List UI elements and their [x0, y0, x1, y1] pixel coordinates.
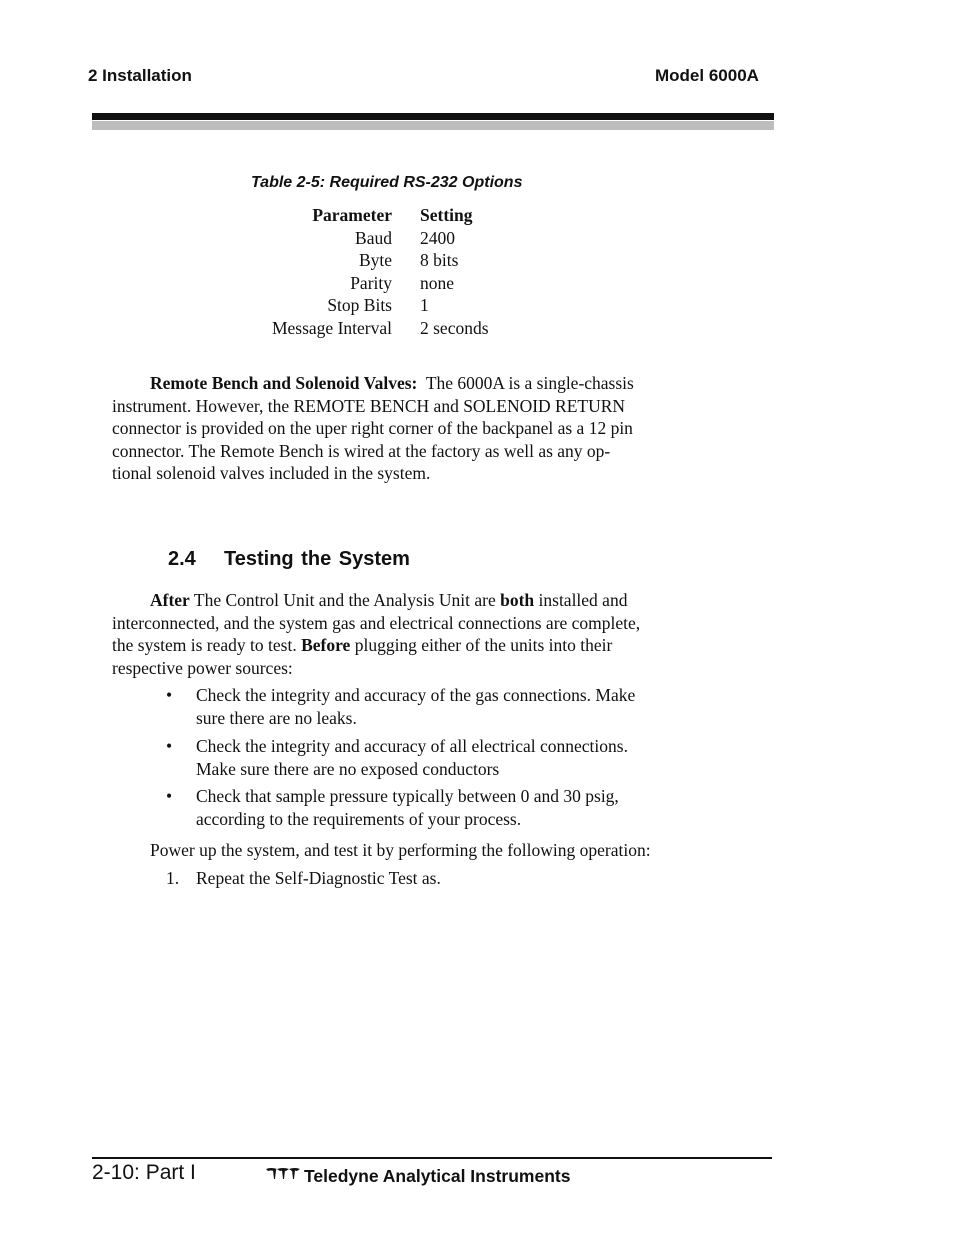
rs232-options-table	[258, 204, 540, 339]
paragraph-line: connector. The Remote Bench is wired at the factory as well as any op-	[112, 440, 611, 461]
table-cell-parameter: Byte	[358, 250, 392, 270]
table-header-parameter: Parameter	[312, 205, 392, 225]
table-cell-parameter: Message Interval	[271, 317, 392, 338]
table-row	[258, 317, 540, 340]
step-number: 1.	[166, 868, 180, 888]
remote-bench-lead: Remote Bench and Solenoid Valves:	[150, 373, 418, 393]
table-row	[258, 272, 540, 295]
table-cell-parameter: Stop Bits	[327, 295, 392, 315]
bullet-line: Make sure there are no exposed conductors	[196, 758, 500, 779]
section-heading	[168, 548, 410, 571]
paragraph-text: installed and	[534, 590, 628, 610]
table-cell-setting: none	[420, 272, 455, 293]
emphasis-after: After	[150, 590, 190, 610]
bullet-line: Check the integrity and accuracy of the gas connections. Make	[196, 685, 636, 705]
table-row	[258, 294, 540, 317]
table-cell-setting: 1	[420, 295, 429, 315]
header-rule	[92, 113, 774, 120]
bullet-symbol: •	[166, 685, 173, 705]
header-rule-shadow	[92, 121, 774, 130]
paragraph-line: interconnected, and the system gas and electrical connections are complete,	[112, 612, 641, 633]
running-header-section: 2 Installation	[88, 66, 192, 85]
teledyne-logo-icon	[265, 1167, 301, 1181]
step-text: Repeat the Self-Diagnostic Test as.	[196, 868, 441, 888]
power-up-instruction: Power up the system, and test it by performing the following operation:	[150, 840, 651, 860]
table-caption: Table 2-5: Required RS-232 Options	[251, 174, 523, 191]
paragraph-text: The Control Unit and the Analysis Unit are	[189, 590, 501, 610]
testing-paragraph	[112, 589, 682, 679]
table-row	[258, 227, 540, 250]
running-header-model: Model 6000A	[655, 66, 759, 85]
footer-rule	[92, 1157, 772, 1159]
bullet-line: Check that sample pressure typically between 0 and 30 psig,	[196, 786, 619, 806]
paragraph-text: plugging either of the units into their	[350, 635, 613, 655]
paragraph-text: the system is ready to test.	[112, 635, 302, 655]
bullet-symbol: •	[166, 786, 173, 806]
paragraph-line: tional solenoid valves included in the system.	[112, 463, 431, 483]
table-cell-setting: 8 bits	[420, 250, 459, 270]
section-number: 2.4	[168, 548, 196, 570]
paragraph-line: instrument. However, the REMOTE BENCH and SOLENOID RETURN	[112, 395, 626, 416]
emphasis-both: both	[500, 590, 535, 610]
table-cell-setting: 2400	[420, 227, 455, 248]
bullet-line: Check the integrity and accuracy of all electrical connections.	[196, 736, 628, 756]
paragraph-line: The 6000A is a single-chassis	[425, 373, 634, 393]
table-cell-parameter: Parity	[350, 272, 392, 293]
table-cell-parameter: Baud	[355, 227, 392, 248]
page-number: 2-10: Part I	[92, 1161, 196, 1184]
table-row	[258, 249, 540, 272]
emphasis-before: Before	[301, 635, 351, 655]
bullet-line: sure there are no leaks.	[196, 707, 357, 728]
table-header-row	[258, 204, 540, 227]
paragraph-line: connector is provided on the uper right corner of the backpanel as a 12 pin	[112, 418, 633, 438]
table-header-setting: Setting	[420, 205, 473, 225]
paragraph-line: respective power sources:	[112, 657, 293, 678]
remote-bench-paragraph	[112, 372, 682, 485]
section-title: Testing the System	[224, 548, 410, 570]
bullet-symbol: •	[166, 736, 173, 756]
company-name: Teledyne Analytical Instruments	[304, 1166, 571, 1186]
table-cell-setting: 2 seconds	[420, 317, 489, 338]
bullet-line: according to the requirements of your process.	[196, 808, 522, 829]
